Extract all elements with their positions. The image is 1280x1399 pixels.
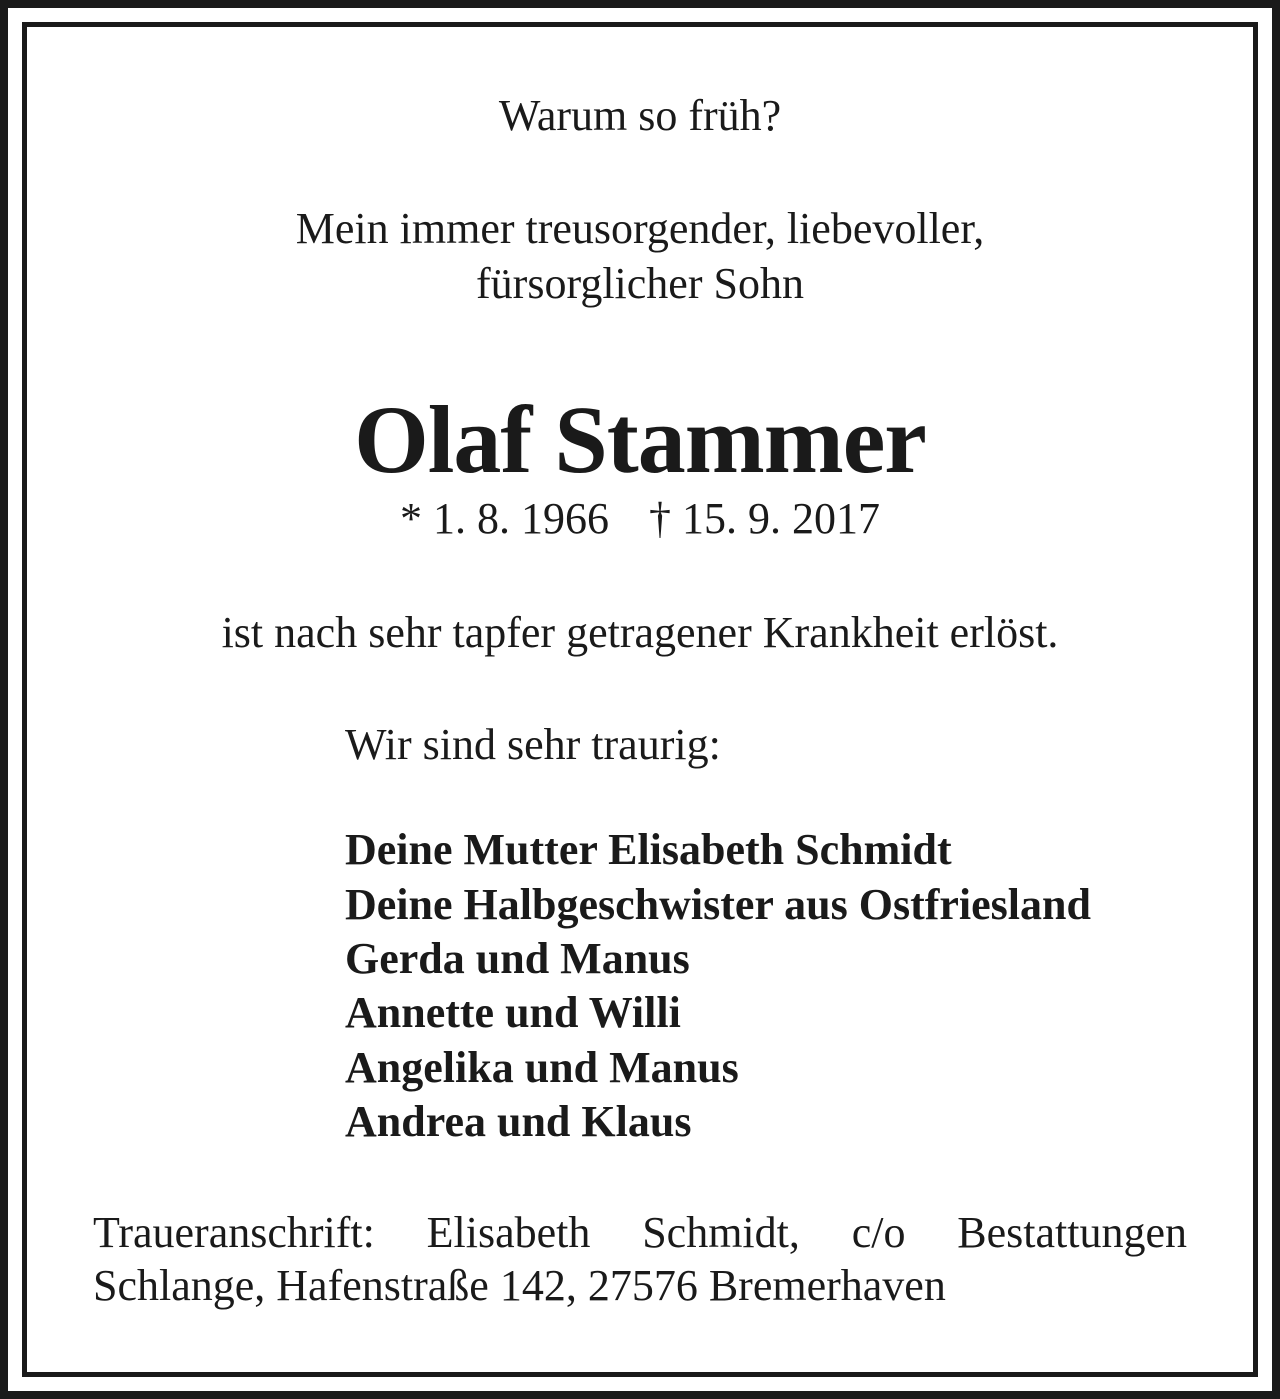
mourner-line: Andrea und Klaus bbox=[345, 1097, 692, 1146]
mourner-line: Angelika und Manus bbox=[345, 1043, 739, 1092]
birth-date: * 1. 8. 1966 bbox=[400, 494, 609, 543]
mourner-line: Gerda und Manus bbox=[345, 934, 690, 983]
message-text: ist nach sehr tapfer getragener Krankheit erlöst. bbox=[221, 608, 1059, 657]
death-date: † 15. 9. 2017 bbox=[649, 494, 880, 543]
mourners-intro: Wir sind sehr traurig: bbox=[345, 720, 721, 769]
mourner-line: Deine Halbgeschwister aus Ostfriesland bbox=[345, 880, 1091, 929]
dedication-line-2: fürsorglicher Sohn bbox=[476, 259, 804, 308]
mourner-line: Deine Mutter Elisabeth Schmidt bbox=[345, 825, 952, 874]
address-line-1: Traueranschrift: Elisabeth Schmidt, c/o Bestattungen bbox=[93, 1208, 1187, 1257]
address-line-2: Schlange, Hafenstraße 142, 27576 Bremerhaven bbox=[93, 1261, 946, 1310]
dedication-line-1: Mein immer treusorgender, liebevoller, bbox=[295, 204, 985, 253]
intro-text: Warum so früh? bbox=[498, 91, 782, 140]
mourner-line: Annette und Willi bbox=[345, 988, 681, 1037]
life-dates bbox=[0, 494, 1280, 543]
deceased-name: Olaf Stammer bbox=[354, 386, 926, 493]
